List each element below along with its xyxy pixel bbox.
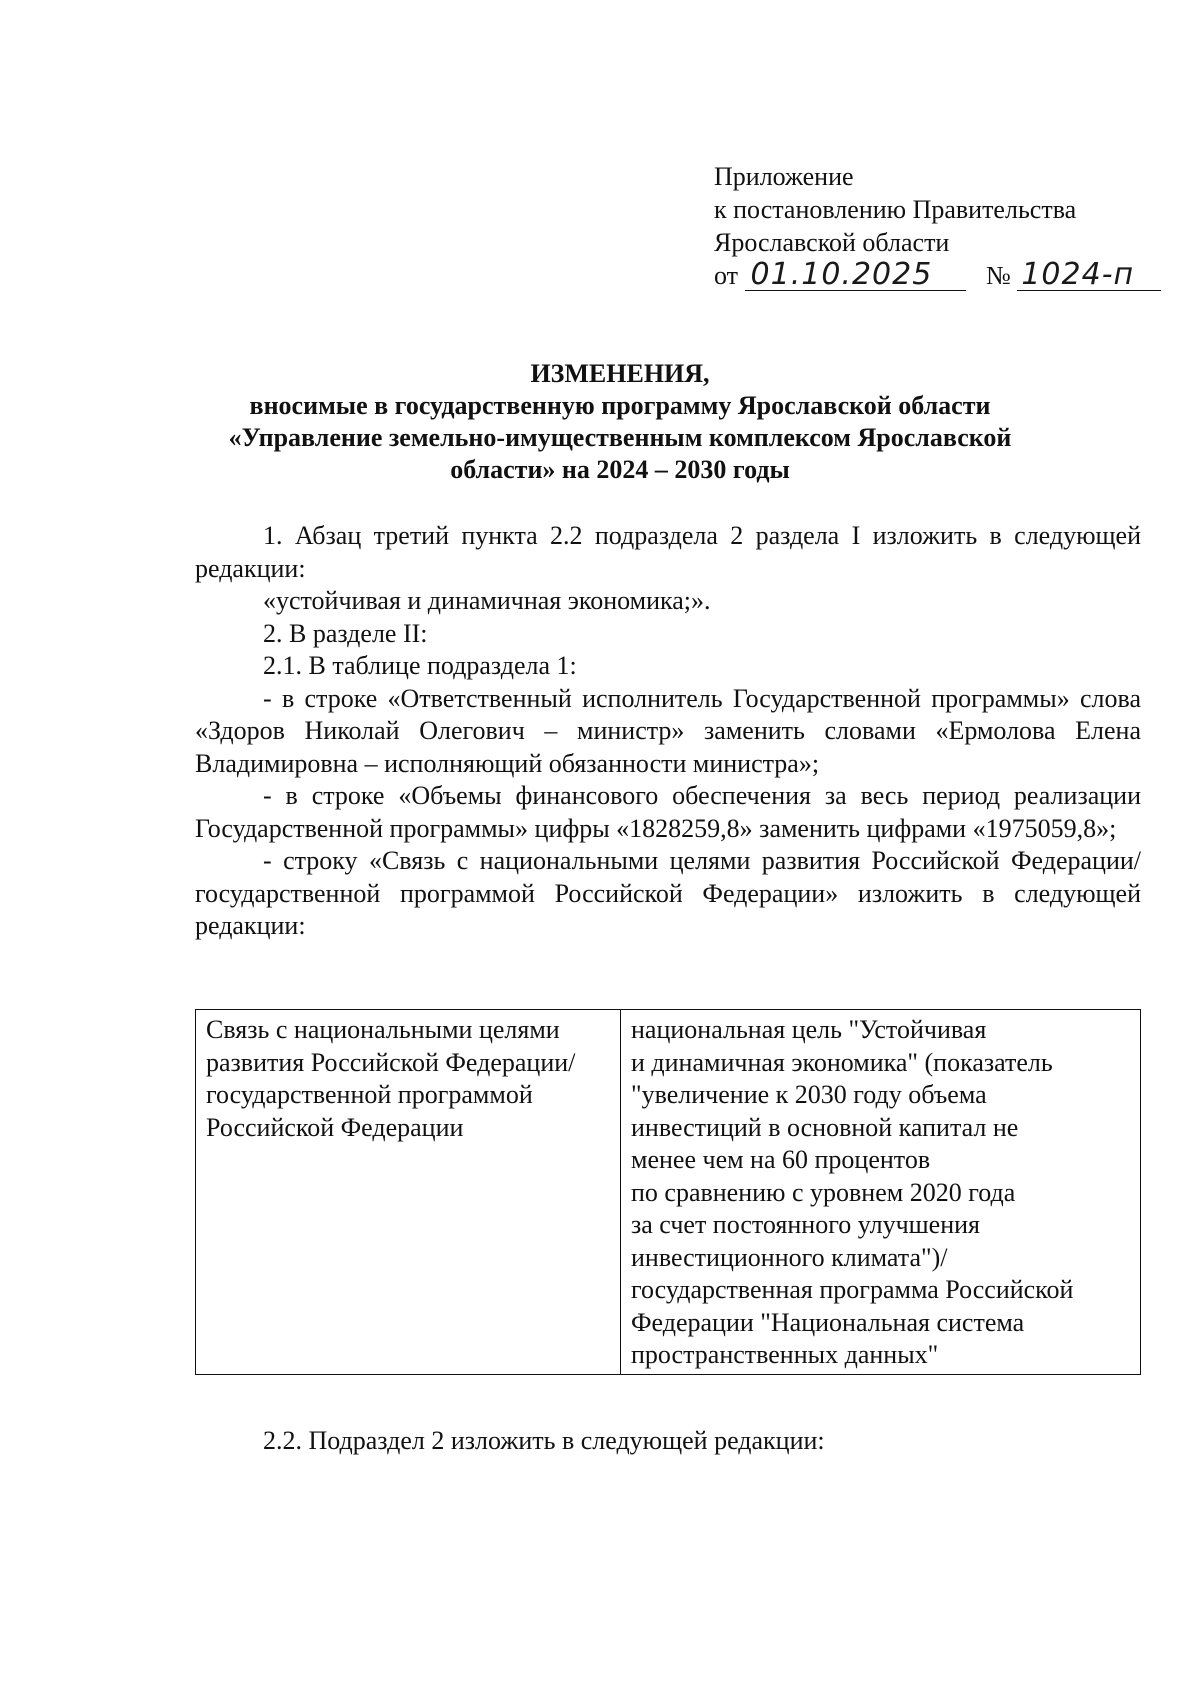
title-line-3: «Управление земельно-имущественным комплексом Ярославской	[228, 423, 1012, 452]
paragraph-3: 2. В разделе II:	[263, 618, 428, 648]
appendix-date-line	[714, 259, 1154, 292]
title-line-4: области» на 2024 – 2030 годы	[450, 455, 790, 484]
paragraph-6: - в строке «Объемы финансового обеспечения за весь период реализации Государственной программы» цифры «1828259,8» заменить цифрами «1975059,8»;	[195, 781, 1141, 843]
table-cell-right	[621, 1010, 1141, 1375]
closing-paragraph: 2.2. Подраздел 2 изложить в следующей редакции:	[263, 1426, 825, 1455]
table-right-line: и динамичная экономика" (показатель	[631, 1047, 1053, 1077]
table-right-line: национальная цель "Устойчивая	[631, 1015, 987, 1044]
table-right-line: государственная программа Российской	[631, 1275, 1074, 1304]
paragraph-2: «устойчивая и динамичная экономика;».	[263, 586, 711, 615]
national-goals-table	[195, 1009, 1141, 1375]
paragraph-1: 1. Абзац третий пункта 2.2 подраздела 2 раздела I изложить в следующей редакции:	[195, 521, 1141, 583]
date-prefix: от	[714, 261, 739, 290]
table-cell-left: Связь с национальными целями развития Российской Федерации/ государственной программой Российской Федерации	[196, 1010, 621, 1375]
paragraph-4: 2.1. В таблице подраздела 1:	[263, 651, 577, 680]
paragraph-5: - в строке «Ответственный исполнитель Государственной программы» слова «Здоров Николай Олегович – министр» заменить словами «Ермолова Елена Владимировна – исполняющий обязанности министра»;	[195, 683, 1141, 778]
title-line-1: ИЗМЕНЕНИЯ,	[530, 359, 710, 388]
appendix-line-3: Ярославской области	[714, 228, 950, 257]
title-line-2: вносимые в государственную программу Ярославской области	[249, 391, 991, 420]
document-title	[160, 358, 1080, 486]
table-right-line: Федерации "Национальная система	[631, 1307, 1025, 1337]
appendix-line-2: к постановлению Правительства	[714, 195, 1077, 224]
paragraph-7: - строку «Связь с национальными целями развития Российской Федерации/ государственной программой Российской Федерации» изложить в следующей редакции:	[195, 846, 1141, 940]
number-sign: №	[986, 261, 1011, 290]
appendix-block	[714, 160, 1154, 292]
table-right-line: пространственных данных"	[631, 1340, 939, 1369]
table-right-line: инвестиционного климата")/	[631, 1242, 948, 1272]
handwritten-date: 01.10.2025	[745, 260, 966, 291]
table-right-line: "увеличение к 2030 году объема	[631, 1080, 987, 1109]
table-row	[196, 1010, 1141, 1375]
appendix-line-1: Приложение	[714, 162, 854, 191]
table-right-line: за счет постоянного улучшения	[631, 1210, 980, 1239]
table-right-line: менее чем на 60 процентов	[631, 1145, 931, 1174]
table-right-line: по сравнению с уровнем 2020 года	[631, 1177, 1016, 1207]
handwritten-number: 1024-п	[1017, 260, 1161, 291]
table-right-line: инвестиций в основной капитал не	[631, 1112, 1019, 1142]
document-body	[195, 520, 1141, 943]
